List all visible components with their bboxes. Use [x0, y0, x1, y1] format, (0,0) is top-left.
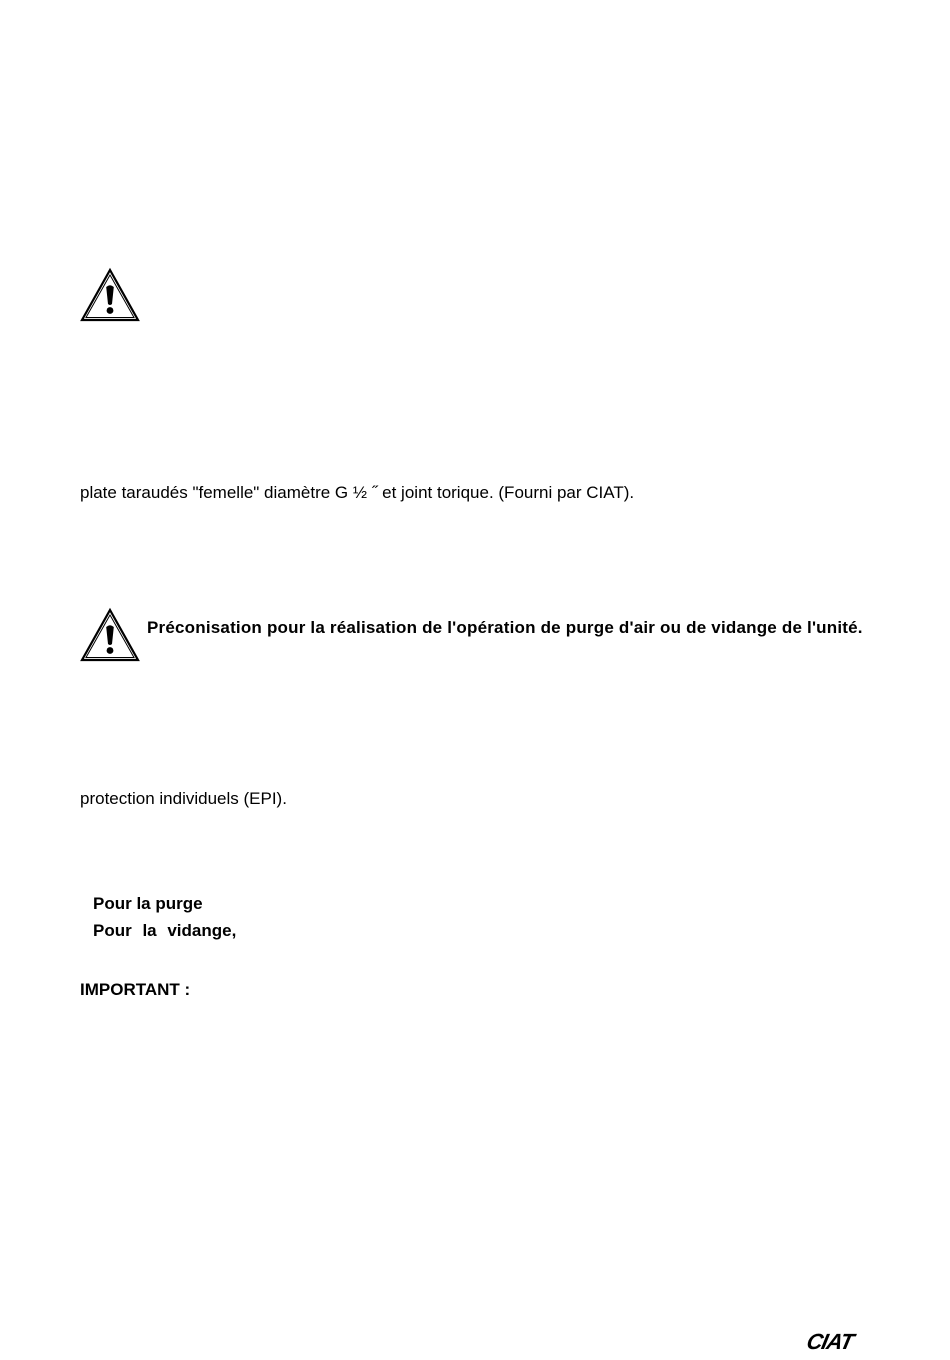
purge-label: Pour la purge: [93, 894, 203, 913]
important-label: IMPORTANT :: [80, 980, 191, 999]
epi-text: protection individuels (EPI).: [80, 789, 287, 808]
warning-triangle-icon: [79, 607, 141, 663]
vidange-label: Pour la vidange,: [93, 921, 237, 940]
warning-triangle-icon: [79, 267, 141, 323]
warning-paragraph: Préconisation pour la réalisation de l'opération de purge d'air ou de vidange de l'unité.: [147, 618, 863, 637]
ciat-logo: CIAT: [804, 1329, 856, 1354]
threaded-plate-text: plate taraudés "femelle" diamètre G ½ ˝ et joint torique. (Fourni par CIAT).: [80, 483, 635, 502]
